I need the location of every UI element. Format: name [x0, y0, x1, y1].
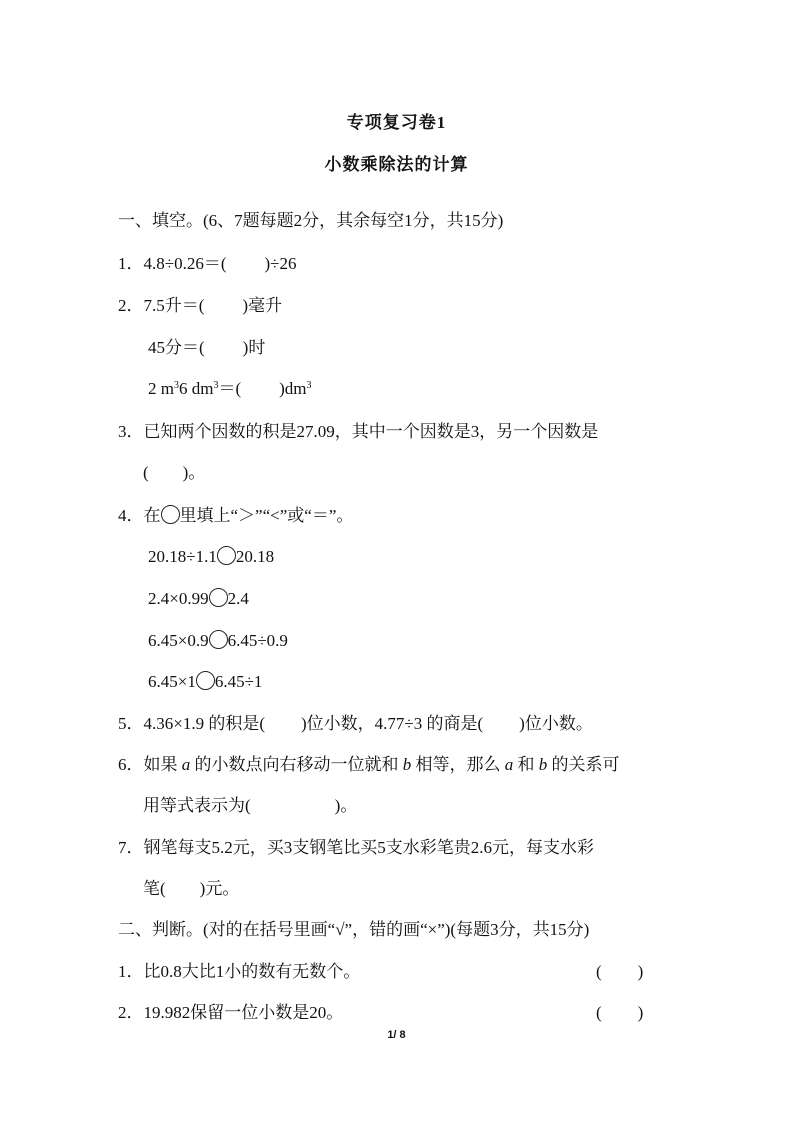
expression-right: )毫升 [242, 296, 283, 315]
expression-part: 6 dm [178, 379, 214, 398]
question-text: 在 [143, 506, 161, 525]
comparison-right: 2.4 [227, 589, 249, 608]
circle-icon [161, 505, 180, 524]
question-text: 比0.8大比1小的数有无数个。 [143, 962, 361, 981]
question-text: 和 [517, 755, 535, 774]
comparison-circle[interactable] [196, 671, 215, 690]
question-number: 7． [118, 838, 144, 857]
question-7-line2 [143, 878, 239, 900]
judgment-item [118, 961, 360, 983]
question-2b [148, 337, 265, 359]
question-text: 4.36×1.9 的积是( [143, 714, 265, 733]
question-1 [118, 253, 297, 275]
question-3-line2 [143, 462, 205, 484]
comparison-left: 20.18÷1.1 [148, 547, 217, 566]
question-number: 1． [118, 962, 144, 981]
question-number: 5． [118, 714, 144, 733]
question-6-line1 [118, 754, 620, 776]
expression-left: 4.8÷0.26＝( [143, 254, 227, 273]
question-number: 2． [118, 1003, 144, 1022]
paren-close: )。 [334, 796, 358, 815]
question-5 [118, 713, 593, 735]
comparison-right: 20.18 [235, 547, 275, 566]
variable-a: a [181, 755, 191, 774]
question-4-intro [118, 505, 353, 527]
question-text: 的关系可 [551, 755, 620, 774]
question-text: )位小数，4.77÷3 的商是( [301, 714, 484, 733]
judgment-item [118, 1002, 343, 1024]
question-number: 4． [118, 506, 144, 525]
expression-right: )÷26 [264, 254, 297, 273]
comparison-item [148, 671, 262, 693]
comparison-circle[interactable] [217, 546, 236, 565]
question-text: 里填上“＞”“<”或“＝”。 [179, 506, 354, 525]
comparison-item [148, 630, 288, 652]
comparison-item [148, 588, 249, 610]
judgment-answer-box[interactable] [596, 1002, 643, 1024]
question-text: 如果 [143, 755, 178, 774]
question-6-line2 [143, 795, 357, 817]
variable-b: b [402, 755, 412, 774]
comparison-left: 6.45×0.9 [148, 631, 209, 650]
superscript: 3 [306, 380, 312, 391]
paren-open: ( [596, 962, 602, 981]
expression-right: )时 [242, 338, 266, 357]
question-number: 6． [118, 755, 144, 774]
superscript: 3 [213, 380, 219, 391]
question-text: 已知两个因数的积是27.09，其中一个因数是3，另一个因数是 [143, 422, 599, 441]
question-text: 相等，那么 [415, 755, 501, 774]
question-number: 3． [118, 422, 144, 441]
paren-open: ( [143, 463, 149, 482]
comparison-right: 6.45÷1 [214, 672, 263, 691]
question-text: )位小数。 [519, 714, 593, 733]
superscript: 3 [173, 380, 179, 391]
expression-left: 45分＝( [148, 338, 205, 357]
question-text: 用等式表示为( [143, 796, 251, 815]
question-text: 的小数点向右移动一位就和 [194, 755, 399, 774]
question-2c [148, 378, 312, 400]
comparison-circle[interactable] [209, 630, 228, 649]
question-number: 1． [118, 254, 144, 273]
variable-a: a [504, 755, 514, 774]
paren-close: )。 [182, 463, 206, 482]
expression-part: ＝( [218, 379, 242, 398]
question-text: 19.982保留一位小数是20。 [143, 1003, 344, 1022]
paren-close: ) [637, 962, 644, 981]
comparison-right: 6.45÷0.9 [227, 631, 288, 650]
paren-open: ( [596, 1003, 602, 1022]
expression-part: )dm [279, 379, 307, 398]
page-number: 1/ 8 [387, 1029, 406, 1041]
question-7-line1 [118, 837, 594, 859]
paren-close: ) [637, 1003, 644, 1022]
question-text: 笔( [143, 879, 166, 898]
question-number: 2． [118, 296, 144, 315]
question-3-line1 [118, 421, 598, 443]
comparison-left: 2.4×0.99 [148, 589, 209, 608]
page-subtitle: 小数乘除法的计算 [324, 155, 469, 174]
comparison-circle[interactable] [209, 588, 228, 607]
judgment-answer-box[interactable] [596, 961, 643, 983]
question-text: 钢笔每支5.2元，买3支钢笔比买5支水彩笔贵2.6元，每支水彩 [143, 838, 594, 857]
section2-heading: 二、判断。(对的在括号里画“√”，错的画“×”)(每题3分，共15分) [118, 920, 590, 939]
variable-b: b [538, 755, 548, 774]
page-title: 专项复习卷1 [346, 113, 447, 132]
section1-heading: 一、填空。(6、7题每题2分，其余每空1分，共15分) [118, 211, 504, 230]
comparison-left: 6.45×1 [148, 672, 196, 691]
comparison-item [148, 546, 274, 568]
question-text: )元。 [199, 879, 240, 898]
expression-part: 2 m [148, 379, 174, 398]
question-2a [118, 295, 282, 317]
expression-left: 7.5升＝( [143, 296, 205, 315]
